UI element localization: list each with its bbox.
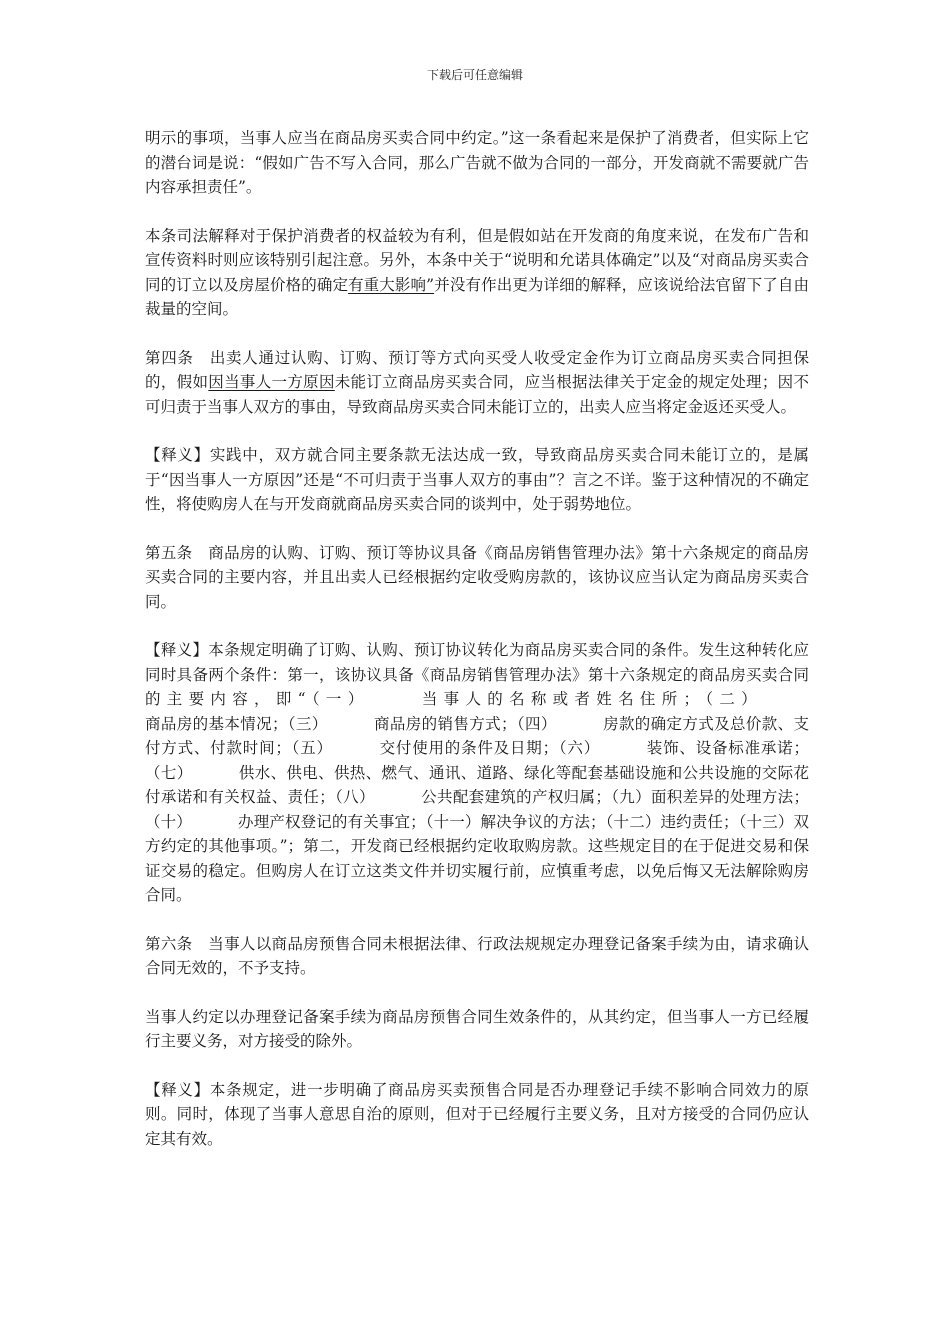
paragraph-text: 未能订立商品房买卖合同，应当根据法律关于定金的规定处理；因不可归责于当事人双方的事由，导致商品房买卖合同未能订立的，出卖人应当将定金返还买受人。 xyxy=(145,373,809,416)
article-6-second-clause: 当事人约定以办理登记备案手续为商品房预售合同生效条件的，从其约定，但当事人一方已经履行主要义务，对方接受的除外。 xyxy=(145,1007,809,1050)
underlined-phrase: 有重大影响” xyxy=(348,275,435,294)
article-6: 第六条 当事人以商品房预售合同未根据法律、行政法规规定办理登记备案手续为由，请求确认合同无效的，不予支持。 xyxy=(145,934,809,977)
paragraph-text: 商品房的基本情况；（三） xyxy=(145,714,328,733)
paragraph-text: 办理产权登记的有关事宜；（十一）解决争议的方法；（十二）违约责任；（十三）双方约定的其他事项。”；第二，开发商已经根据约定收取购房款。这些规定目的在于促进交易和保证交易的稳定。但购房人在订立这类文件并切实履行前，应慎重考虑，以免后悔又无法解除购房合同。 xyxy=(145,812,809,904)
article-5: 第五条 商品房的认购、订购、预订等协议具备《商品房销售管理办法》第十六条规定的商品房买卖合同的主要内容，并且出卖人已经根据约定收受购房款的，该协议应当认定为商品房买卖合同。 xyxy=(145,543,809,611)
paragraph-text: 房款的确定方式及总价款、支付方式、付款时间；（五） xyxy=(145,714,809,757)
paragraph-text: 第四条 出卖人通过认购、订购、预订等方式向买受人收受定金作为订立商品房买卖合同担保的，假如 xyxy=(145,348,809,391)
paragraph-text: 供水、供电、供热、燃气、通讯、道路、绿化等配套基础设施和公共设施的交际花付承诺和有关权益、责任；（八） xyxy=(145,763,809,806)
paragraph-text: 【释义】本条规定明确了订购、认购、预订协议转化为商品房买卖合同的条件。发生这种转化应同时具备两个条件：第一，该协议具备《商品房销售管理办法》第十六条规定的商品房买卖合同的主要内容，即“（一） xyxy=(145,641,809,708)
paragraph-text: 当事人的名称或者姓名住所；（二） xyxy=(415,690,763,708)
paragraph-judicial-interpretation xyxy=(145,224,809,322)
article-6-interpretation: 【释义】本条规定，进一步明确了商品房买卖预售合同是否办理登记手续不影响合同效力的原则。同时，体现了当事人意思自治的原则，但对于已经履行主要义务，且对方接受的合同仍应认定其有效。 xyxy=(145,1080,809,1148)
underlined-phrase: 因当事人一方原因 xyxy=(208,373,335,391)
paragraph-text: 商品房的销售方式；（四） xyxy=(373,714,557,733)
article-4-interpretation: 【释义】实践中，双方就合同主要条款无法达成一致，导致商品房买卖合同未能订立的，是属于“因当事人一方原因”还是“不可归责于当事人双方的事由”？言之不详。鉴于这种情况的不确定性，将使购房人在与开发商就商品房买卖合同的谈判中，处于弱势地位。 xyxy=(145,446,809,513)
article-4 xyxy=(145,346,809,420)
paragraph-text: 装饰、设备标准承诺；（七） xyxy=(145,739,809,782)
article-5-interpretation xyxy=(145,638,809,908)
paragraph-text: 公共配套建筑的产权归属；（九）面积差异的处理方法；（十） xyxy=(145,788,809,831)
paragraph-text: 并没有作出更为详细的解释，应该说给法官留下了自由裁量的空间。 xyxy=(145,275,809,318)
document-body xyxy=(145,126,809,1175)
paragraph-advertising-clause: 明示的事项，当事人应当在商品房买卖合同中约定。”这一条看起来是保护了消费者，但实际上它的潜台词是说：“假如广告不写入合同，那么广告就不做为合同的一部分，开发商就不需要就广告内容承担责任”。 xyxy=(145,129,809,196)
paragraph-text: 本条司法解释对于保护消费者的权益较为有利，但是假如站在开发商的角度来说，在发布广告和宣传资料时则应该特别引起注意。另外，本条中关于“说明和允诺具体确定”以及“对商品房买卖合同的订立以及房屋价格的确定 xyxy=(145,226,809,294)
paragraph-text: 交付使用的条件及日期；（六） xyxy=(378,739,601,757)
page-header: 下载后可任意编辑 xyxy=(426,68,523,82)
